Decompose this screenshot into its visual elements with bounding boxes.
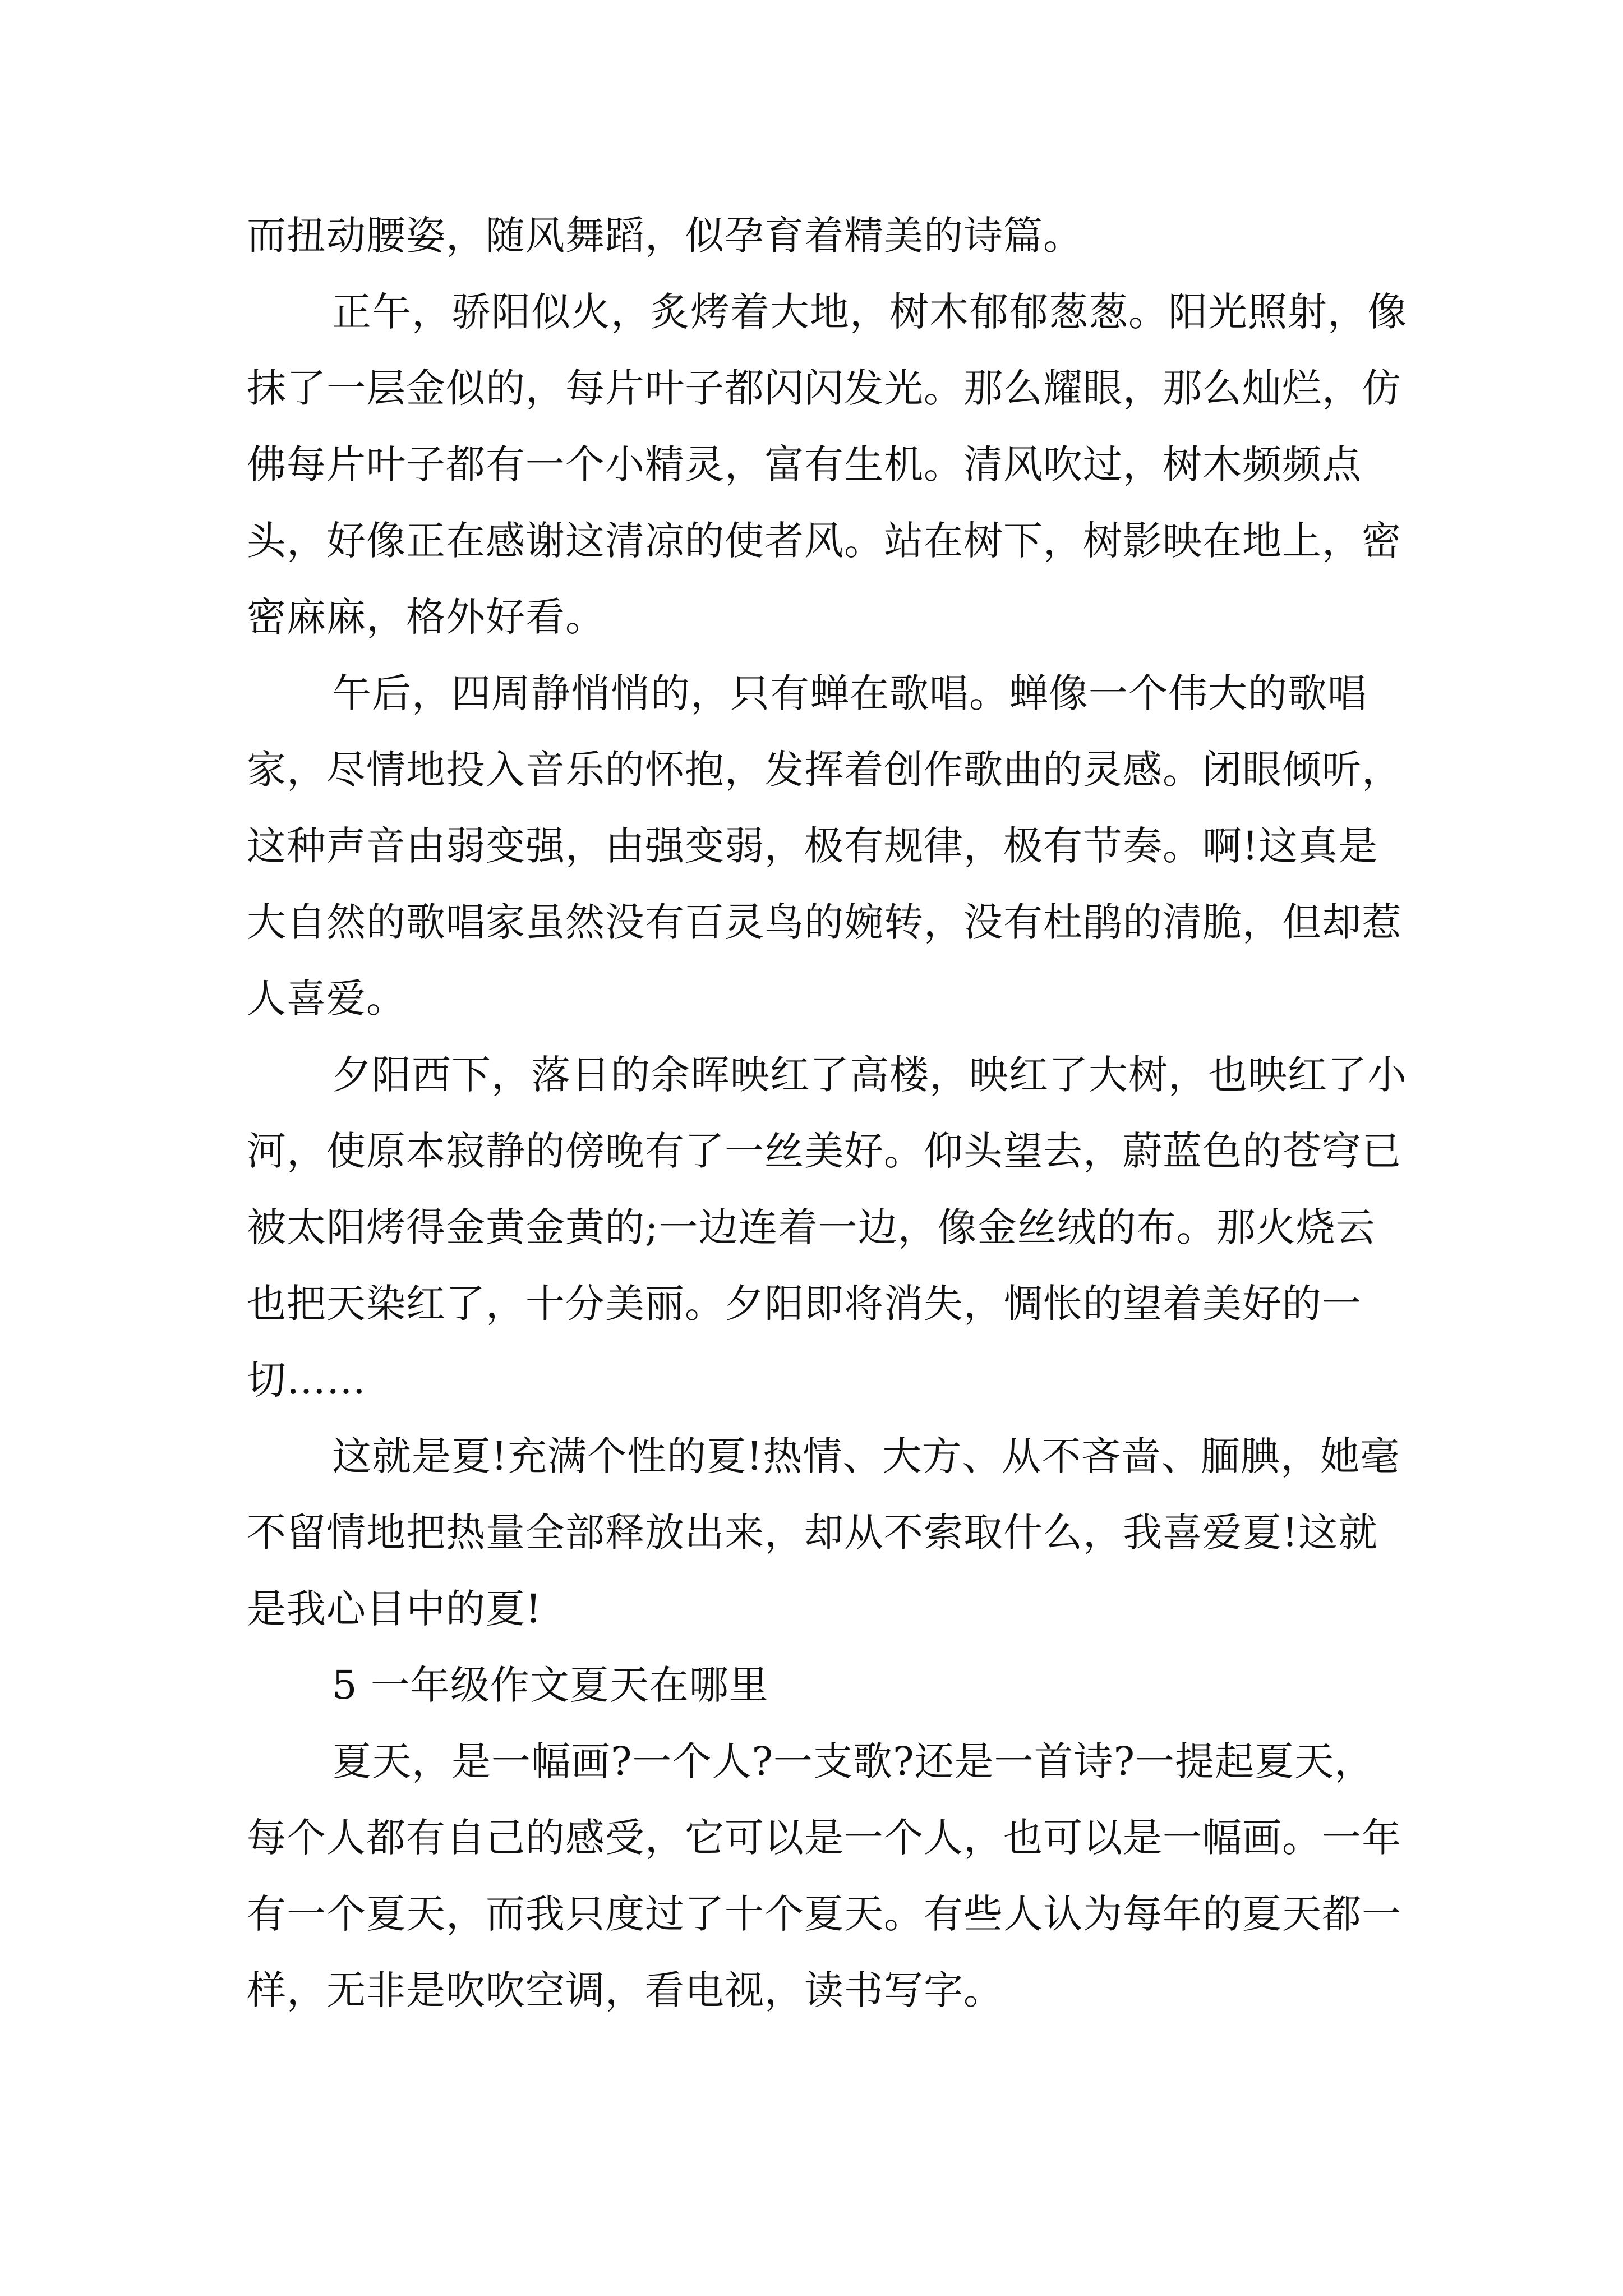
paragraph-4: 夕阳西下，落日的余晖映红了高楼，映红了大树，也映红了小河，使原本寂静的傍晚有了一丝美好。仰头望去，蔚蓝色的苍穹已被太阳烤得金黄金黄的;一边连着一边，像金丝绒的布。那火烧云也把天染红了，十分美丽。夕阳即将消失，惆怅的望着美好的一切……: [247, 1052, 1407, 1403]
document-body: [247, 197, 1408, 2028]
section-heading: 5 一年级作文夏天在哪里: [332, 1662, 769, 1708]
paragraph-1: 而扭动腰姿，随风舞蹈，似孕育着精美的诗篇。: [247, 213, 1083, 259]
paragraph-3: 午后，四周静悄悄的，只有蝉在歌唱。蝉像一个伟大的歌唱家，尽情地投入音乐的怀抱，发挥着创作歌曲的灵感。闭眼倾听，这种声音由弱变强，由强变弱，极有规律，极有节奏。啊!这真是大自然的歌唱家虽然没有百灵鸟的婉转，没有杜鹃的清脆，但却惹人喜爱。: [247, 670, 1401, 1022]
paragraph-2: 正午，骄阳似火，炙烤着大地，树木郁郁葱葱。阳光照射，像抹了一层金似的，每片叶子都闪闪发光。那么耀眼，那么灿烂，仿佛每片叶子都有一个小精灵，富有生机。清风吹过，树木频频点头，好像正在感谢这清凉的使者风。站在树下，树影映在地上，密密麻麻，格外好看。: [247, 289, 1407, 640]
paragraph-6: 夏天，是一幅画?一个人?一支歌?还是一首诗?一提起夏天，每个人都有自己的感受，它可以是一个人，也可以是一幅画。一年有一个夏天，而我只度过了十个夏天。有些人认为每年的夏天都一样，无非是吹吹空调，看电视，读书写字。: [247, 1738, 1401, 2013]
paragraph-5: 这就是夏!充满个性的夏!热情、大方、从不吝啬、腼腆，她毫不留情地把热量全部释放出来，却从不索取什么，我喜爱夏!这就是我心目中的夏!: [247, 1433, 1400, 1632]
